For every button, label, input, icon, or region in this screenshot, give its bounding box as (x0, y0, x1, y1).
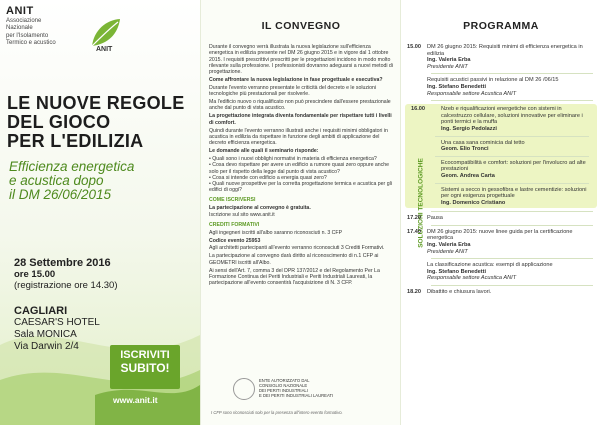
programma-panel (400, 0, 600, 425)
leaf-logo-icon (88, 16, 122, 50)
come-iscriversi-heading: COME ISCRIVERSI (209, 196, 256, 203)
crediti-geometri: La partecipazione al convegno darà diritto al riconoscimento di n.1 CFP ai GEOMETRI iscritti all'Albo. (209, 253, 379, 266)
cfp-footnote: I CFP sono riconosciuti solo per la presenza all'intero evento formativo. (211, 410, 343, 415)
event-city: CAGLIARI (14, 305, 68, 317)
convegno-panel (200, 0, 400, 425)
programma-item: 17.20 Pausa (407, 215, 443, 222)
crediti-heading: CREDITI FORMATIVI (209, 221, 260, 228)
event-time: ore 15.00 (14, 269, 56, 280)
programma-item: 17.40 DM 26 giugno 2015: nuove linee guida per la certificazione energetica Ing. Valeria Erba Presidente ANIT (407, 228, 573, 255)
programma-item: 15.00 DM 26 giugno 2015: Requisiti minimi di efficienza energetica in edilizia Ing. Valeria Erba Presidente ANIT (407, 44, 583, 70)
soluzioni-tecnologiche-label: SOLUZIONI TECNOLOGICHE (417, 158, 425, 248)
programma-item: Una casa sana cominicia dal tetto Geom. Elio Tronci (441, 139, 525, 153)
programma-heading: PROGRAMMA (463, 20, 539, 32)
divider (431, 211, 593, 212)
register-button[interactable]: ISCRIVITI SUBITO! (110, 345, 180, 389)
seal-icon (233, 378, 255, 400)
programma-item: Sistemi a secco in gessofibra e lastre cementizie: soluzioni per ogni esigenza progettuale Ing. Domenico Cristiano (441, 186, 587, 206)
question-item: • Quali sono i nuovi obblighi normativi in materia di efficienza energetica? (209, 156, 395, 162)
divider (431, 73, 593, 74)
divider (435, 136, 589, 137)
seal-text: ENTE AUTORIZZATO DAL CONSIGLIO NAZIONALE DEI PERITI INDUSTRIALI E DEI PERITI INDUSTRIALI LAUREATI (259, 378, 334, 398)
main-subtitle: Efficienza energetica e acustica dopo il DM 26/06/2015 (9, 159, 135, 202)
programma-item: La classificazione acustica: esempi di applicazione Ing. Stefano Benedetti Responsabile settore Acustica ANIT (427, 262, 553, 282)
logo-name: ANIT (6, 5, 34, 17)
logo-mark: ANIT (96, 46, 113, 53)
divider (435, 156, 589, 157)
main-title: LE NUOVE REGOLE DEL GIOCO PER L'EDILIZIA (7, 93, 185, 151)
event-registration: (registrazione ore 14.30) (14, 280, 118, 291)
question-item: • Cosa devo rispettare per avere un edificio a rumore quasi zero oppure anche solo per il rispetto della legge dal punto di vista acustico? (209, 162, 395, 175)
question-list (209, 156, 395, 194)
crediti-ingegneri: Agli ingegneri iscritti all'albo saranno riconosciuti n. 3 CFP (209, 229, 343, 236)
event-venue: CAESAR'S HOTEL (14, 317, 100, 328)
convegno-paragraph-3: Quindi durante l'evento verranno illustrati anche i requisiti minimi obbligatori in acustica in edilizia da rispettare in funzione degli ambiti di applicazione del decreto efficienza energetica. (209, 127, 388, 147)
event-address: Via Darwin 2/4 (14, 341, 79, 352)
convegno-paragraph-1: Durante l'evento verranno presentate le criticità del decreto e le soluzioni tecnologiche più prestazionali per risolverle. (209, 84, 377, 98)
convegno-question-3: Le domande alle quali il seminario risponde: (209, 148, 319, 155)
event-date: 28 Settembre 2016 (14, 257, 111, 269)
divider (431, 258, 593, 259)
divider (435, 183, 589, 184)
event-venue-block (14, 305, 100, 353)
crediti-codice: Codice evento 25953 (209, 237, 261, 244)
website-link[interactable]: www.anit.it (113, 395, 158, 405)
event-room: Sala MONICA (14, 329, 77, 340)
convegno-intro: Durante il convegno verrà illustrata la nuova legislazione sull'efficienza energetica in edilizia presente nel DM 26 giugno 2015 e in vigore dal 1 ottobre 2015. I requisiti prescrittivi prescritti per le progettazioni incidono in modo molto rilevante sulla professione. I professionisti dovranno adeguarsi a nuovi metodi di progettazione. (209, 44, 393, 76)
logo-lines: Associazione Nazionale per l'Isolamento Termico e acustico (6, 18, 56, 47)
convegno-body (209, 44, 395, 288)
come-iscriversi-free: La partecipazione al convegno è gratuita. (209, 204, 311, 211)
convegno-question-1: Come affrontare la nuova legislazione in fase progettuale e esecutiva? (209, 77, 383, 84)
crediti-architetti: Agli architetti partecipanti all'evento verranno riconosciuti 3 Crediti Formativi. (209, 245, 385, 252)
convegno-paragraph-2: Ma l'edificio nuovo o riqualificato non può prescindere dall'essere prestazionale anche dal punto di vista acustico. (209, 99, 391, 112)
programma-item: 18.20 Dibattito e chiusura lavori. (407, 289, 492, 296)
left-panel (0, 0, 200, 425)
divider (431, 285, 593, 286)
convegno-heading: IL CONVEGNO (261, 20, 341, 32)
come-iscriversi-site: Iscrizione sul sito www.anit.it (209, 212, 275, 219)
question-item: • Quali nuove prospettive per la corretta progettazione termica e acustica per gli edifici di oggi? (209, 181, 395, 194)
programma-item: Ecocompatibilità e comfort: soluzioni per l'involucro ad alte prestazioni Geom. Andrea Carta (441, 159, 586, 179)
question-item: • Cosa si intende con edificio a energia quasi zero? (209, 175, 395, 181)
divider (431, 100, 593, 101)
divider (431, 225, 593, 226)
crediti-periti: Ai sensi dell'Art. 7, comma 3 del DPR 137/2012 e del Regolamento Per La Formazione Continua dei Periti Industriali e Periti Industriali Laureati, la partecipazione all'evento consentirà l'acquisizione di N. 3 CFP. (209, 267, 380, 287)
event-date-block (14, 258, 118, 291)
programma-item: 16.00 Nzeb e riqualificazioni energetiche con sistemi in calcestruzzo cellulare, soluzioni innovative per eliminare i ponti termici e la muffa Ing. Sergio Pedolazzi (411, 106, 583, 132)
programma-item: Requisiti acustici passivi in relazione al DM 26 /06/15 Ing. Stefano Benedetti Responsabile settore Acustica ANIT (427, 77, 559, 97)
convegno-question-2: La progettazione integrata diventa fondamentale per rispettare tutti i livelli di comfort. (209, 113, 392, 126)
programma-list (401, 44, 600, 296)
